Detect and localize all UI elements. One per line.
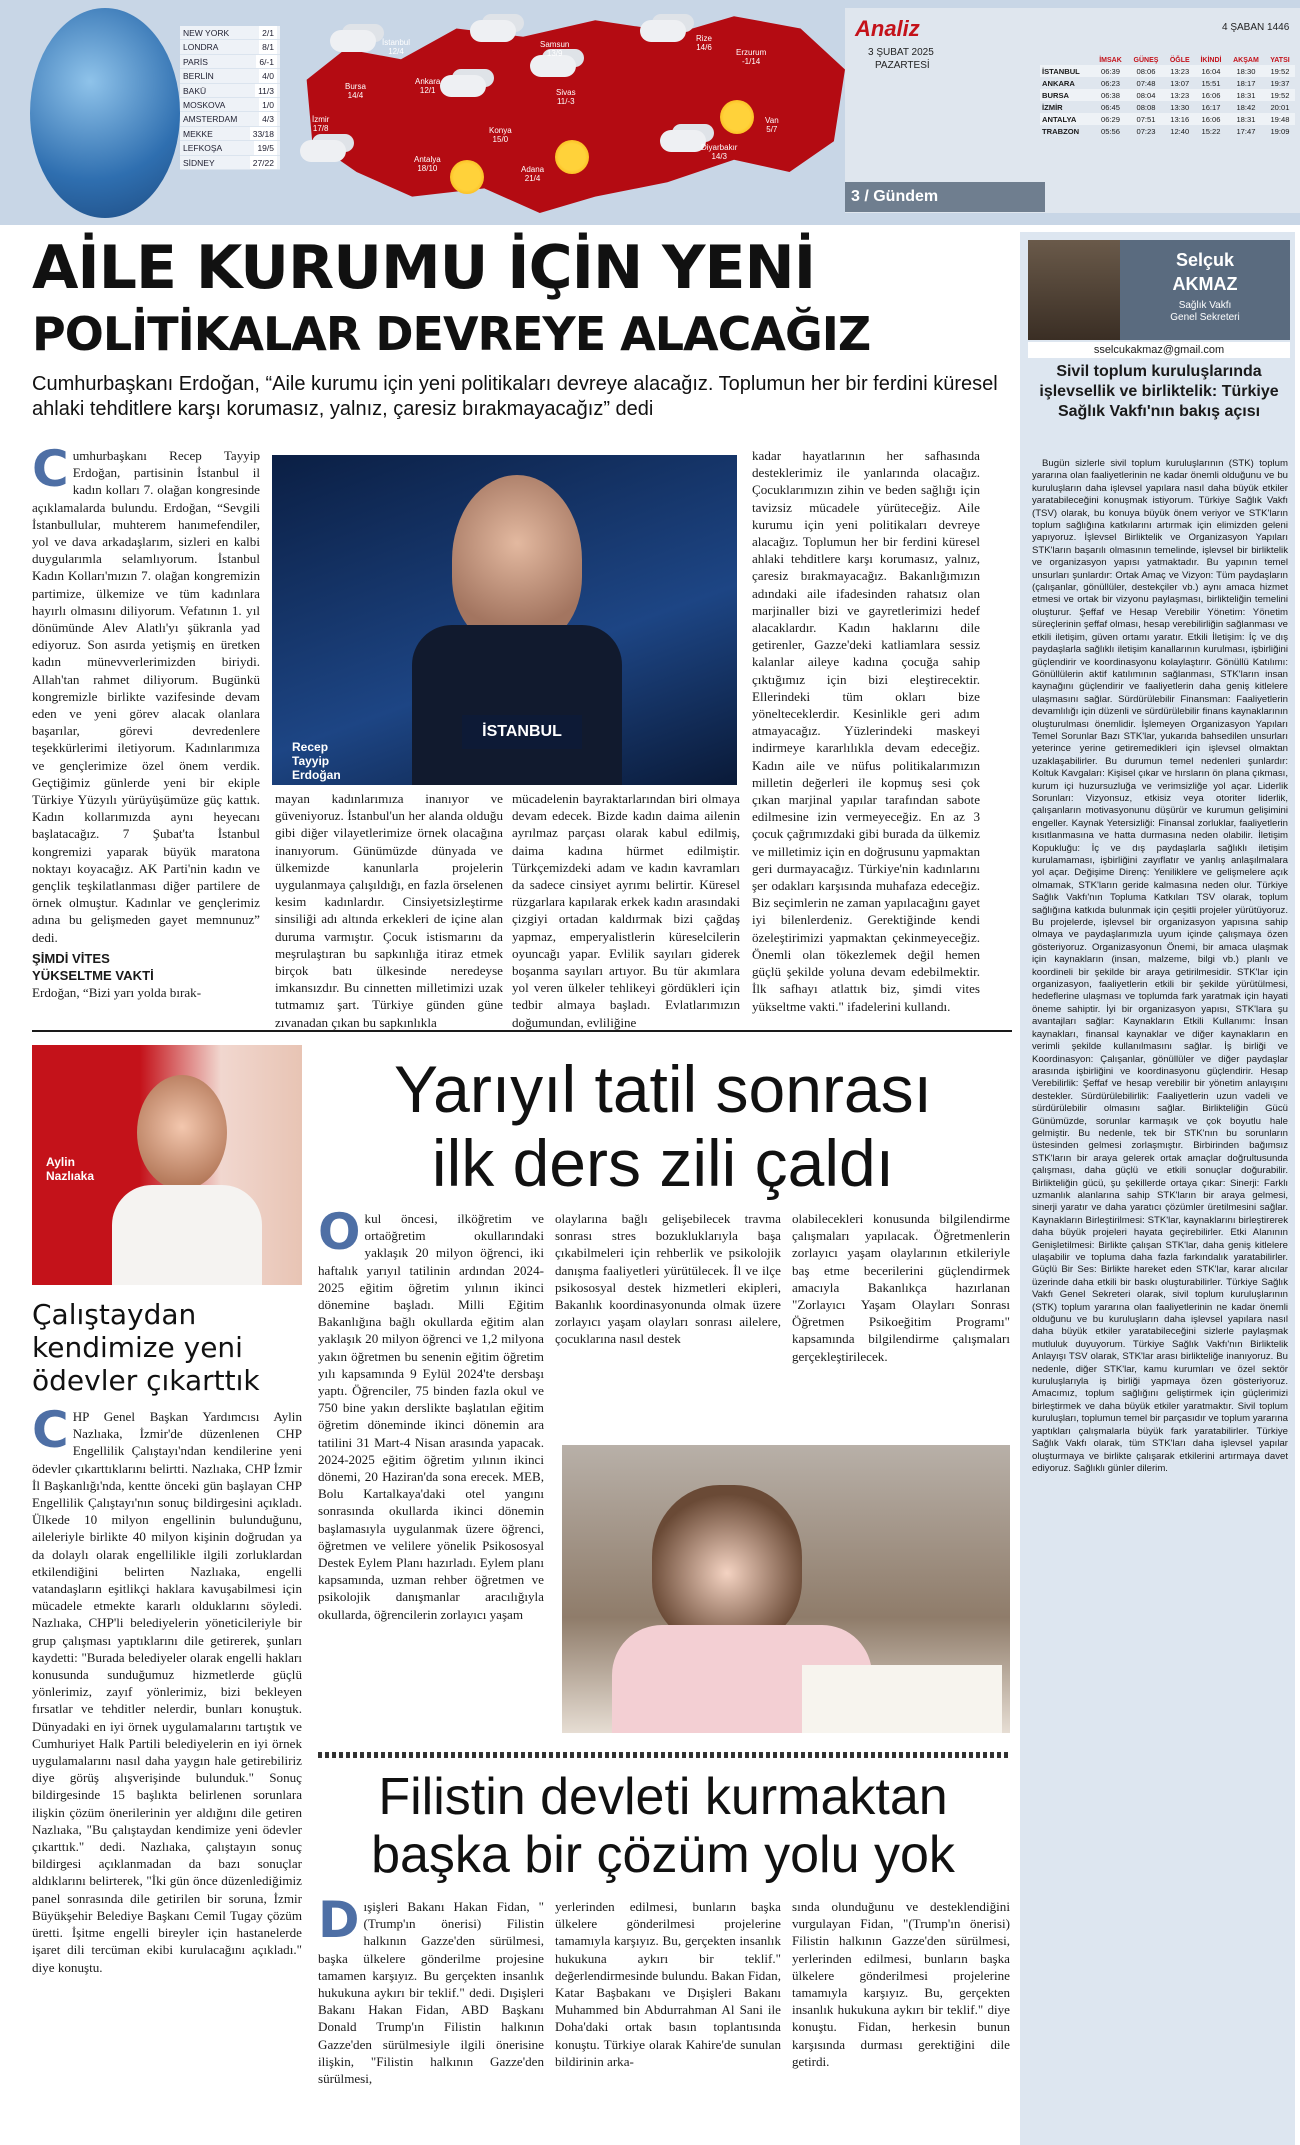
- sun-icon: [720, 100, 754, 134]
- filistin-col3-text: sında olunduğunu ve desteklendiğini vurgulayan Fidan, "(Trump'ın önerisi) Filistin halkının Gazze'den sürülmesi, yerlerinden edilmesi, bunların başka ülkelere gönderilmesi projelerine tamamıyla karşıyız. Bu, gerçekten insanlık hukukuna aykırı bir teklif." diye konuştu. Fidan, herkesin bunun karşısında durması gerektiğini dile getirdi.: [792, 1899, 1010, 2069]
- prayer-row: İZMİR 06:45 08:08 13:30 16:17 18:42 20:01: [1042, 102, 1290, 112]
- prayer-row: TRABZON 05:56 07:23 12:40 15:22 17:47 19:09: [1042, 126, 1290, 136]
- lead-subheadline: Cumhurbaşkanı Erdoğan, “Aile kurumu için yeni politikaları devreye alacağız. Toplumun her bir ferdini küresel ahlaki tehditlere karşı korumasız, yalnız, çaresiz bırakmayacağız” dedi: [32, 373, 998, 420]
- cloud-icon: [640, 20, 686, 42]
- sun-icon: [450, 160, 484, 194]
- map-label-izmir: İzmir 17/8: [312, 115, 330, 133]
- lead-col3-text: mücadelenin bayraktarlarından biri olmaya devam edecek. Bizde kadın daima ailenin ayrılmaz parçası olarak kabul edilmiş, daima kadına hürmet edilmiştir. Türkçemizdeki adam ve kadın kavramları da sadece cinsiyet ayrımı belirtir. Küresel rüzgarlara kapılarak erkek kadın arasındaki çizgiyi ortadan kaldırmak bizi çağdaş yapmaz, emperyalistlerin küreselcilerin oyuncağı yapar. Evlilik sayıları giderek boşanma sayıları artıyor. Bu tür akımlara yol veren ülkeler tehlikeyi gördükleri için tedbir almaya başladı. Evlatlarımızın doğumundan, evliliğine: [512, 791, 740, 1030]
- opinion-title: Sivil toplum kuruluşlarında işlevsellik ve birliktelik: Türkiye Sağlık Vakfı'nın bakış açısı: [1039, 363, 1279, 420]
- dropcap: C: [32, 440, 69, 498]
- calistay-text: HP Genel Başkan Yardımcısı Aylin Nazlıaka, İzmir'de düzenlenen CHP Engellilik Çalıştayı'ndan kendilerine yeni ödevler çıkarttıklarını belirtti. Nazlıaka, CHP İzmir İl Başkanlığı'nda, kentte önceki gün başlayan CHP Engellilik Çalıştayı'nın sonuç bildirgesini açıkladı. Ülkede 10 milyon engellinin bulunduğunu, aileleriyle birlikte 40 milyon kişinin doğrudan ya da dolaylı olarak engellilikle ilgili zorluklardan etkilendiğini belirten Nazlıaka, engelli vatandaşların eşitlikçi haklara kavuşabilmesi için mücadele etmekte kararlı olduklarını söyledi. Nazlıaka, CHP'li belediyelerin yöneticileriyle bir grup çalışması yaptıklarını dile getirerek, şunları kaydetti: "Burada belediyeler olarak engelli hakları konusunda sunduğumuz hizmetlerde güçlü yönlerimiz, zayıf yönlerimiz, bizi bekleyen fırsatlar ve tehditler nelerdir, bunları konuştuk. Dünyadaki en iyi örnek uygulamalarını tartıştık ve Cumhuriyet Halk Partili belediyelerin en iyi örnek uygulamalarını nasıl daha yaygın hale getirebiliriz diye görüş alışverişinde bulunduk." Sonuç bildirgesinde 15 başlıkta belirlenen sorunlara ilişkin çözüm önerilerinin yer aldığını dile getiren Nazlıaka, "Bu çalıştaydan kendimize yeni ödevler çıkarttık." dedi. Nazlıaka, çalıştayın sonuç bildirgesi açıklanmadan da bazı sonuçlar aldıklarını belirterek, "İki gün önce düzenlediğimiz panel sonrasında dile getirilen bir soruna, İzmir Büyükşehir Belediye Başkanı Cemil Tugay çözüm üretti. İşitme engelli bireyler için hastanelerde işaret dili tercüman ekibi kurulacağını açıkladı." diye konuştu.: [32, 1409, 302, 1975]
- author-email[interactable]: sselcukakmaz@gmail.com: [1028, 342, 1290, 358]
- lead-column-4: [752, 447, 980, 1020]
- dropcap: D: [318, 1891, 360, 1949]
- lead-column-3: [512, 790, 740, 1030]
- map-label-istanbul: İstanbul 12/4: [382, 38, 411, 56]
- classroom-photo: [562, 1445, 1010, 1733]
- map-label-van: Van 5/7: [765, 116, 779, 134]
- tatil-col1-text: kul öncesi, ilköğretim ve ortaöğretim okullarındaki yaklaşık 20 milyon öğrenci, iki haftalık yarıyıl tatilinin ardından 2024-2025 eğitim öğretim yılının ikinci dönemine başladı. Milli Eğitim Bakanlığına bağlı okullarda eğitim alan yaklaşık 20 milyon öğrenci ve 1,2 milyona yakın öğretmen bu senenin eğitim öğretim yılı kapsamında 9 Eylül 2024'te dersbaşı yaptı. Öğrenciler, 75 binden fazla okul ve 750 bine yakın derslikte başlatılan eğitim öğretim döneminde ikinci dönemin ara tatilini 31 Mart-4 Nisan arasında yapacak. 2024-2025 eğitim öğretim yılının ikinci dönemi, 20 Haziran'da sona erecek. MEB, Bolu Kartalkaya'daki otel yangını sonrasında okullarda ikinci dönemin başlamasıyla uygulanmak üzere öğrenci, öğretmen ve velilere yönelik Psikososyal Destek Eylem Planı hazırladı. Eylem planı kapsamında, uzman rehber öğretmen ve psikolojik danışmanlar aracılığıyla okullarda, öğrencilerin zorlayıcı yaşam: [318, 1211, 544, 1622]
- city-row: MOSKOVA 1/0: [180, 98, 280, 112]
- lead-col2-text: mayan kadınlarımıza inanıyor ve güveniyoruz. İstanbul'un her alanda olduğu gibi diğer vilayetlerimize örnek olacağına inanıyorum. Günümüzde dünyada ve ülkemizde kanunlarla projelerin uygulanmaya çalışıldığı, en fazla örselenen kesim kadınlardır. Cinsiyetsizleştirme sinsiliği adı altında erkekleri de içine alan duruma varmıştır. Çocuk istismarını da meşrulaştıran bu sapkınlığa itiraz etmek birçok batı ülkesinde neredeyse imkansızdır. Bu cinnetten milletimizi uzak tutmamız şart. Türkiye günden güne zıvanadan çıkan bu sapkınlıkla: [275, 791, 503, 1030]
- filistin-column-3: [792, 1898, 1010, 2140]
- world-weather-table: [180, 26, 280, 170]
- prayer-row: ANTALYA 06:29 07:51 13:16 16:06 18:31 19:48: [1040, 113, 1295, 125]
- author-photo: [1028, 240, 1120, 340]
- person-jacket: [112, 1185, 262, 1285]
- city-row: AMSTERDAM 4/3: [180, 112, 280, 126]
- prayer-row: İSTANBUL 06:39 08:06 13:23 16:04 18:30 19:52: [1040, 65, 1295, 77]
- dotted-divider: [318, 1752, 1010, 1758]
- filistin-col1-text: ışişleri Bakanı Hakan Fidan, "(Trump'ın önerisi) Filistin halkının Gazze'den sürülmesi, başka ülkelere gönderilme projesine tamamen karşıyız. Bu gerçekten insanlık hukukuna aykırı bir teklif." dedi. Dışişleri Bakanı Hakan Fidan, ABD Başkanı Donald Trump'ın Filistin halkının Gazze'den sürülmesiyle ilgili önerisine ilişkin, "Filistin halkının Gazze'den sürülmesi,: [318, 1899, 544, 2087]
- sun-icon: [555, 140, 589, 174]
- tatil-column-3: [792, 1210, 1010, 1410]
- tatil-headline: Yarıyıl tatil sonrası ilk ders zili çaldı: [394, 1052, 932, 1200]
- tatil-column-2: [555, 1210, 781, 1410]
- tatil-col2-text: olaylarına bağlı gelişebilecek travma sonrası stres bozukluklarıyla başa çıkabilmeleri için rehberlik ve psikolojik danışma faaliyetleri yürütülecek. İl ve ilçe psikososyal destek hizmetleri ekipleri, Bakanlık koordinasyonunda olmak üzere zorlayıcı yaşam olayları sonrası ailelere, çocuklarına nasıl destek: [555, 1211, 781, 1347]
- city-row: NEW YORK 2/1: [180, 26, 280, 40]
- tatil-col3-text: olabilecekleri konusunda bilgilendirme çalışmaları yapılacak. Öğretmenlerin zorlayıcı yaşam olaylarının etkileriyle baş etme becerilerini güçlendirmek amacıyla Bakanlıkça hazırlanan "Zorlayıcı Yaşam Olayları Sonrası Öğretmen Psikoeğitim Programı" kapsamında bilgilendirme çalışmaları gerçekleştirilecek.: [792, 1211, 1010, 1364]
- issue-date: 3 ŞUBAT 2025: [868, 47, 934, 58]
- city-row: PARİS 6/-1: [180, 55, 280, 69]
- cloud-icon: [530, 55, 576, 77]
- nazliaka-photo: [32, 1045, 302, 1285]
- map-label-konya: Konya 15/0: [489, 126, 512, 144]
- notebook: [802, 1665, 1002, 1733]
- page-section-tag: 3 / Gündem: [845, 182, 1045, 212]
- author-last-name: AKMAZ: [1172, 274, 1238, 294]
- prayer-header-row: İMSAK GÜNEŞ ÖĞLE İKİNDİ AKŞAM YATSI: [1099, 56, 1290, 64]
- cloud-icon: [470, 20, 516, 42]
- photo-caption: Aylin Nazlıaka: [46, 1155, 95, 1183]
- issue-weekday: PAZARTESİ: [875, 60, 930, 71]
- tatil-column-1: [318, 1203, 544, 1745]
- map-label-erzurum: Erzurum -1/14: [736, 48, 767, 66]
- city-row: LEFKOŞA 19/5: [180, 141, 280, 155]
- map-label-bursa: Bursa 14/4: [345, 82, 366, 100]
- city-row: BERLİN 4/0: [180, 69, 280, 83]
- filistin-headline: Filistin devleti kurmaktan başka bir çözüm yolu yok: [371, 1768, 955, 1884]
- lead-col4-text: kadar hayatlarının her safhasında desteklerimiz ile yanlarında olacağız. Çocuklarımızın zihin ve beden sağlığı için tavizsiz mücadele yürüteceğiz. Aile kurumu için yeni politikaları devreye alacağız. Toplumun her bir ferdini küresel ahlaki tehditlere karşı korumasız, yalnız, çaresiz bırakmayacağız. Bakanlığımızın adındaki aile ifadesinden rahatsız olan marjinaller bizi ve gayretlerimizi hedef alacaklardır. Kadın haklarını dile getirenler, Gazze'deki katliamlara sessiz kalanlar aileye kadına çocuğa sahip çıktığımız için bizi eleştirecektir. Ellerindeki tüm okları bize yönelteceklerdir. Kesinlikle geri adım atmayacağız. Yüzlerindeki maskeyi indirmeye kararlılıkla devam edeceğiz. Kadın aile ve nüfus politikalarımızın milletin değerleri ile kopmuş sesi çok çıkan marjinal yapılar tarafından sabote edilmesine izin vermeyeceğiz. En az 3 çocuk çağrımızdaki gibi burada da ülkemiz ve milletimiz için en doğrusunu yapmaktan geri durmayacağız. Türkiye'nin kadınlarını şer odakları karşısında muhafaza edeceğiz. Biz seçimlerin ne zaman yapılacağını gayet iyi bilenlerdeniz. Gerektiğinde kendi özeleştirimizi yapmaktan çekinmeyeceğiz. Önemli olan tökezlemek değil hemen güçlü şekilde yoluna devam edebilmektir. İlk safhayı atlattık biz, şimdi vites yükseltme vakti." ifadelerini kullandı.: [752, 448, 980, 1014]
- filistin-column-2: [555, 1898, 781, 2140]
- opinion-body: [1032, 458, 1288, 2138]
- lead-col1b-text: Erdoğan, “Bizi yarı yolda bırak-: [32, 985, 202, 1001]
- map-label-ankara: Ankara 12/1: [415, 77, 441, 95]
- map-label-adana: Adana 21/4: [521, 165, 545, 183]
- filistin-col2-text: yerlerinden edilmesi, bunların başka ülkelere gönderilmesi projelerine tamamıyla karşıyız. Bu, gerçekten insanlık hukukuna aykırı bir teklif." değerlendirmesinde bulundu. Bakan Fidan, Katar Başbakanı ve Dışişleri Bakanı Muhammed bin Abdurrahman Al Sani ile Doha'daki ortak basın toplantısında konuştu. Türkiye olarak Kahire'de sunulan bildirinin arka-: [555, 1899, 781, 2069]
- city-row: LONDRA 8/1: [180, 40, 280, 54]
- city-row: MEKKE 33/18: [180, 127, 280, 141]
- calistay-body: [32, 1401, 302, 2138]
- podium-sign: İSTANBUL: [462, 715, 582, 749]
- author-role: Sağlık Vakfı Genel Sekreteri: [1170, 300, 1240, 323]
- child-figure: [652, 1485, 802, 1645]
- hijri-date: 4 ŞABAN 1446: [1222, 22, 1290, 33]
- author-first-name: Selçuk: [1175, 250, 1235, 270]
- map-label-diyarbakir: Diyarbakır 14/3: [701, 143, 738, 161]
- opinion-text: Bugün sizlerle sivil toplum kuruluşlarının (STK) toplum yararına olan faaliyetlerinin ne kadar önemli olduğunu ve bu kuruluşların daha işlevsel yapılara nasıl daha büyük etkiler yaratabileceğini konuşmak istiyorum. Türkiye Sağlık Vakfı (TSV) olarak, bu konuya büyük önem veriyor ve STK'ların toplum sağlığına katkılarını artırmak için elimizden geleni yapıyoruz. İşlevsel Birliktelik ve Organizasyon Yapıları STK'ların başarılı olmasının temelinde, işlevsel bir birliktelik ve organizasyon yapısı yatmaktadır. Bu yapının temel unsurları şunlardır: Ortak Amaç ve Vizyon: Tüm paydaşların (çalışanlar, gönüllüler, destekçiler vb.) aynı amaca hizmet etmesi ve ortak bir vizyonu paylaşması, birlikteliğin temelini oluşturur. Şeffaf ve Hesap Verebilir Yönetim: Yönetim süreçlerinin şeffaf olması, hesap verebilirliğin sağlanması ve etkili iletişim, güven ortamı yaratır. Etkili İletişim: İç ve dış paydaşlarla sağlıklı iletişim kanallarının kurulması, işbirliğini güçlendirir ve koordinasyonu kolaylaştırır. Gönüllü Katılımı: Gönüllülerin aktif katılımının sağlanması, STK'ların insan kaynağını güçlendirir ve faaliyetlerin daha geniş kitlelere ulaşmasını sağlar. Sürdürülebilir Finansman: Faaliyetlerin devamlılığı için düzenli ve sürdürülebilir finans kaynaklarının oluşturulması önemlidir. İşlemeyen Organizasyon Yapıları Temel Sorunlar Bazı STK'lar, yukarıda bahsedilen unsurları yeterince yerine getiremedikleri için işlevsel olmaktan uzaklaşabilirler. Bu durumun temel nedenleri şunlardır: Koltuk Kavgaları: Kişisel çıkar ve hırsların ön plana çıkması, kurum içi huzursuzluğa ve verimsizliğe yol açar. Liderlik Sorunları: Vizyonsuz, etkisiz veya otoriter liderlik, çalışanların motivasyonunu düşürür ve kurumun gelişimini engeller. Kaynak Yetersizliği: Finansal zorluklar, faaliyetlerin kısıtlanmasına ve hatta durmasına neden olabilir. İletişim Kopukluğu: İç ve dış paydaşlarla sağlıklı iletişim kurulamaması, işbirliğini zayıflatır ve yanlış anlaşılmalara yol açar. Değişime Direnç: Yeniliklere ve gelişmelere açık olmamak, STK'ların geride kalmasına neden olur. Türkiye Sağlık Vakfı'nın Topluma Katkıları TSV olarak, toplum sağlığına katkıda bulunmak için çeşitli projeler yürütüyoruz. Bu projelerde, işlevsel bir organizasyon yapısına sahip olmaya ve paydaşlarımızla uyum içinde çalışmaya özen gösteriyoruz. Organizasyonun Önemi, bir amaca ulaşmak için kaynakların (insan, malzeme, bilgi vb.) planlı ve koordineli bir şekilde bir araya getirilmesidir. STK'lar için organizasyon, faaliyetlerin etkili bir şekilde yürütülmesi, hedeflerine ulaşması ve toplumda fark yaratmak için hayati öneme sahiptir. İyi bir organizasyon yapısı, STK'lara şu avantajları sağlar: Kaynakların Etkili Kullanımı: İnsan kaynakları, finansal kaynaklar ve diğer kaynakların en verimli şekilde kullanılmasını sağlar. İş birliği ve Koordinasyon: Çalışanlar, gönüllüler ve diğer paydaşlar arasında işbirliğini ve koordinasyonu güçlendirir. Hesap Verebilirlik: Şeffaf ve hesap verebilir bir yönetim anlayışını destekler. Sürdürülebilirlik: Faaliyetlerin uzun vadeli ve sürdürülebilir olmasını sağlar. Birlikteliğin Gücü Günümüzde, sorunlar karmaşık ve çok boyutlu hale gelmiştir. Bu nedenle, tek bir STK'nın bu sorunların üstesinden gelmesi zorlaşmıştır. Birbirinden bağımsız STK'ların bir araya gelerek ortak amaçlar doğrultusunda çalışması, daha güçlü ve etkili sonuçlar doğurabilir. Birlikteliğin gücü, şu şekillerde ortaya çıkar: Sinerji: Farklı uzmanlık alanlarına sahip STK'ların bir araya gelmesi, sinerji yaratır ve daha yaratıcı çözümler üretilmesini sağlar. Kaynakların Birleştirilmesi: STK'lar, kaynaklarını birleştirerek daha büyük projeleri hayata geçirebilirler. Etki Alanının Genişletilmesi: Birlikte çalışan STK'lar, daha geniş kitlelere ulaşabilir ve topluma daha fazla farkındalık yaratabilirler. Güçlü Bir Ses: Birlikte hareket eden STK'lar, karar alıcılar üzerinde daha etkili bir baskı oluşturabilirler. Türkiye Sağlık Vakfı Genel Sekreteri olarak, sivil toplum kuruluşlarının (STK) toplum yararına olan faaliyetlerinin ne kadar önemli olduğunu ve bu kuruluşların daha işlevsel yapılara nasıl daha büyük etkiler yaratabileceğini sizlerle paylaşmak mutluluk duyuyorum. Türkiye Sağlık Vakfı'nın Birliktelik Anlayışı TSV olarak, STK'lar arası birlikteliğe inanıyoruz. Bu nedenle, diğer STK'lar, kamu kurumları ve özel sektör kuruluşlarıyla iş birliği yapmaya özen gösteriyoruz. Amacımız, toplum sağlığını geliştirmek için güçlerimizi birleştirmek ve daha büyük etkiler yaratmaktır. Sivil toplum kuruluşları, toplumun temel bir parçasıdır ve toplum yararına yaptıkları çalışmalarla büyük fark yaratabilirler. Türkiye Sağlık Vakfı olarak, tüm STK'ları daha işlevsel yapılar oluşturmaya ve birlikte çalışarak etkilerini artırmaya davet ediyoruz. Sağlıklı günler dilerim.: [1032, 458, 1288, 1474]
- filistin-column-1: [318, 1891, 544, 2140]
- dropcap: O: [318, 1203, 361, 1261]
- map-label-sivas: Sivas 11/-3: [556, 88, 576, 106]
- photo-caption: Recep Tayyip Erdoğan: [292, 740, 341, 782]
- globe-icon: [30, 8, 180, 218]
- city-row: BAKÜ 11/3: [180, 84, 280, 98]
- person-figure: [137, 1075, 227, 1190]
- calistay-headline: Çalıştaydan kendimize yeni ödevler çıkarttık: [32, 1298, 260, 1397]
- lead-column-2: [275, 790, 503, 1030]
- prayer-times-table: [1040, 55, 1295, 137]
- lead-headline-line1: AİLE KURUMU İÇİN YENİ: [32, 233, 816, 303]
- cloud-icon: [660, 130, 706, 152]
- lead-subhead-vites: ŞİMDİ VİTES YÜKSELTME VAKTİ: [32, 950, 154, 984]
- map-label-antalya: Antalya 18/10: [414, 155, 441, 173]
- section-divider: [32, 1030, 1012, 1032]
- speaker-figure: [452, 475, 582, 645]
- newspaper-logo: Analiz: [855, 16, 920, 41]
- city-row: SİDNEY 27/22: [180, 156, 280, 170]
- prayer-row: BURSA 06:38 08:04 13:23 16:06 18:31 19:52: [1040, 89, 1295, 101]
- speaker-suit: [412, 625, 622, 785]
- prayer-row: ANKARA 06:23 07:48 13:07 15:51 18:17 19:37: [1042, 78, 1290, 88]
- cloud-icon: [440, 75, 486, 97]
- cloud-icon: [330, 30, 376, 52]
- map-label-samsun: Samsun 13/9: [540, 40, 570, 58]
- cloud-icon: [300, 140, 346, 162]
- map-label-rize: Rize 14/6: [696, 34, 713, 52]
- dropcap: C: [32, 1401, 69, 1459]
- erdogan-photo: [272, 455, 737, 785]
- lead-column-1: [32, 440, 260, 1020]
- lead-headline-line2: POLİTİKALAR DEVREYE ALACAĞIZ: [32, 307, 871, 361]
- lead-col1-text: umhurbaşkanı Recep Tayyip Erdoğan, partisinin İstanbul il kadın kolları 7. olağan kongresinde açıklamalarda bulundu. Erdoğan, “Sevgili İstanbullular, muhterem hanımefendiler, yol ve dava arkadaşlarım, sizleri en kalbi duygularımla selamlıyorum. İstanbul Kadın Kolları'mızın 7. olağan kongremizin partimize, ülkemize ve tüm kadınlara hayırlı olmasını diliyorum. Vefatının 1. yıl dönümünde Alev Alatlı'yı şükranla yad ediyoruz. Son asırda yetişmiş en üretken kadın münevverlerimizden biriydi. Allah'tan rahmet diliyorum. Bugünkü kongremizle birlikte vazifesinde devam eden ve yeni görev alacak olanlara başarılar, görevi devredenlere teşekkürlerimi iletiyorum. Kadınlarımıza ve gençlerimize özel önem verdik. Geçtiğimiz günlerde yeni bir ekiple Türkiye Yüzyılı yürüyüşümüze güç kattık. Kadın kollarımızda aynı heyecanı başlatacağız. 7 Şubat'ta İstanbul kongremizi yaparak büyük maratona noktayı koyacağız. AK Parti'nin kadın ve gençlik teşkilatlanması diğer partilere de örnek olmuştur. Kadınlar ve gençlerimiz adına bu gelişmeden gayet memnunuz” dedi.: [32, 448, 260, 945]
